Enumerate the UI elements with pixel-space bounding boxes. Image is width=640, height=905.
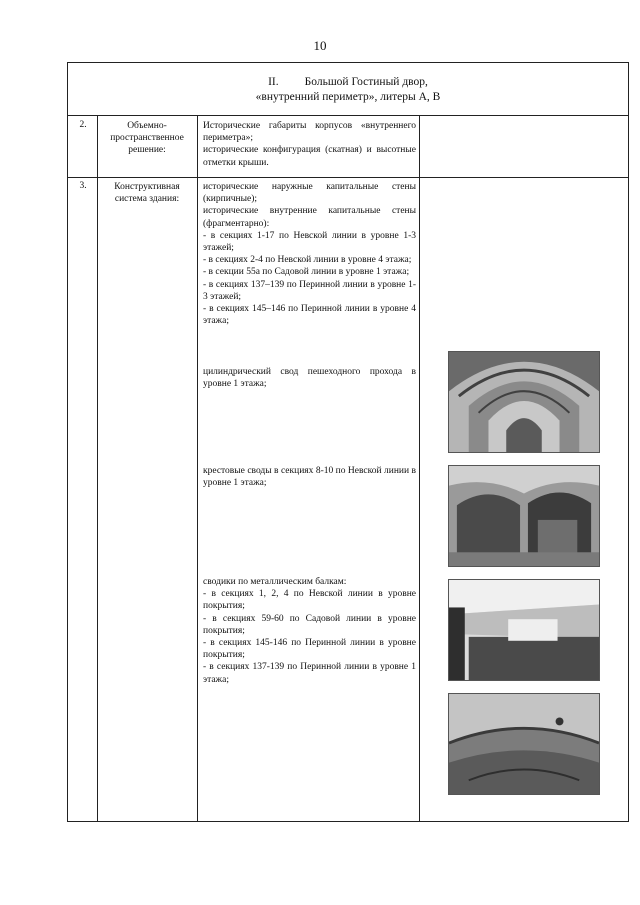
cross-vault-text: крестовые своды в секциях 8-10 по Невской линии в уровне 1 этажа; bbox=[203, 466, 416, 489]
cylindrical-vault-text: цилиндрический свод пешеходного прохода в уровне 1 этажа; bbox=[203, 367, 416, 390]
document-table bbox=[67, 62, 629, 822]
beam-vault-photo bbox=[448, 579, 600, 681]
description-line: - в секциях 2-4 по Невской линии в уровне 4 этажа; bbox=[203, 255, 412, 266]
description-line: исторические наружные капитальные стены (кирпичные); bbox=[203, 182, 416, 205]
section-header bbox=[68, 63, 628, 116]
ceiling-vault-photo bbox=[448, 693, 600, 795]
description-line: - в секциях 1, 2, 4 по Невской линии в уровне покрытия; bbox=[203, 589, 416, 612]
row-name bbox=[99, 181, 195, 205]
description-line: - в секциях 1-17 по Невской линии в уровне 1-3 этажей; bbox=[203, 230, 416, 254]
column-divider-1 bbox=[97, 116, 98, 821]
description-line: - в секциях 137–139 по Перинной линии в уровне 1-3 этажей; bbox=[203, 279, 416, 302]
section-roman-numeral: II. bbox=[268, 76, 279, 88]
row-number: 3. bbox=[79, 181, 87, 191]
cross-vault-photo bbox=[448, 465, 600, 567]
row-name-line: решение: bbox=[128, 145, 166, 155]
row-divider bbox=[68, 177, 628, 178]
description-line: - в секции 55а по Садовой линии в уровне 1 этажа; bbox=[203, 267, 410, 278]
description-line: - в секциях 137-139 по Перинной линии в уровне 1 этажа; bbox=[203, 662, 416, 685]
cylindrical-vault-photo bbox=[448, 351, 600, 453]
page-number: 10 bbox=[313, 38, 327, 53]
row-name-line: система здания: bbox=[114, 194, 180, 204]
row-name-line: пространственное bbox=[110, 133, 184, 143]
description-line: Исторические габариты корпусов «внутреннего периметра»; bbox=[203, 121, 416, 144]
column-divider-3 bbox=[419, 116, 420, 821]
description-line: исторические конфигурация (скатная) и высотные отметки крыши. bbox=[203, 145, 416, 168]
description-line: - в секциях 145–146 по Перинной линии в уровне 4 этажа; bbox=[203, 304, 416, 327]
row-description bbox=[203, 120, 416, 169]
description-line: - в секциях 59-60 по Садовой линии в уровне покрытия; bbox=[203, 613, 416, 636]
section-subtitle: «внутренний периметр», литеры А, В bbox=[255, 91, 441, 103]
description-line: исторические внутренние капитальные стены (фрагментарно): bbox=[203, 206, 416, 229]
structural-walls-text bbox=[203, 181, 416, 327]
column-divider-2 bbox=[197, 116, 198, 821]
row-number: 2. bbox=[79, 120, 87, 130]
beam-vaults-text bbox=[203, 576, 416, 686]
section-title: Большой Гостиный двор, bbox=[304, 76, 428, 88]
row-name bbox=[99, 120, 195, 156]
row-name-line: Объемно- bbox=[127, 121, 167, 131]
row-name-line: Конструктивная bbox=[114, 182, 180, 192]
description-line: - в секциях 145-146 по Перинной линии в уровне покрытия; bbox=[203, 638, 416, 661]
description-line: сводики по металлическим балкам: bbox=[203, 577, 347, 587]
